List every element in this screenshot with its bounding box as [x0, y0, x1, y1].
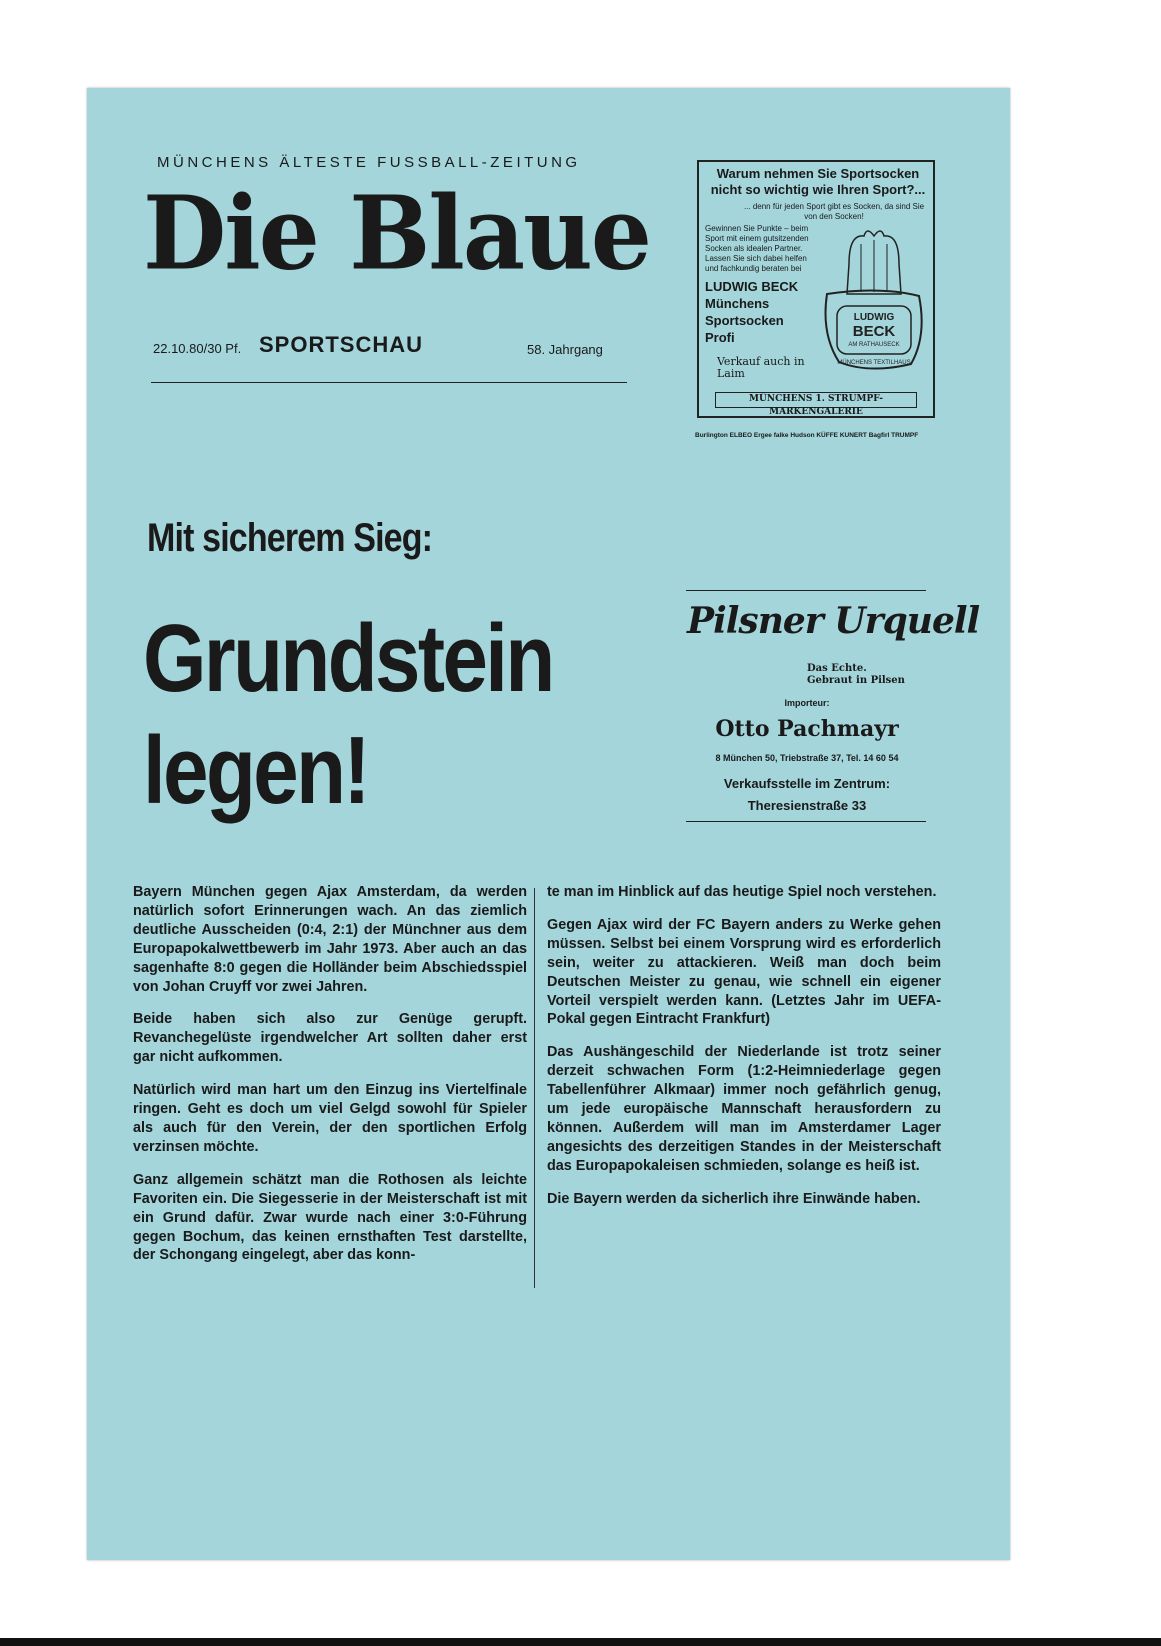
socks-ad-body: Gewinnen Sie Punkte – beim Sport mit einem gutsitzenden Socken als idealen Partner. Lassen Sie sich dabei helfen und fachkundig beraten bei — [705, 224, 809, 273]
socks-advertisement — [697, 160, 935, 418]
seal-text: MÜNCHENS TEXTILHAUS — [837, 360, 911, 366]
socks-ad-local: Verkauf auch in Laim — [717, 355, 805, 380]
seal-text: BECK — [852, 323, 896, 340]
masthead-subtitle: SPORTSCHAU — [259, 332, 424, 357]
beer-ad-importer: Otto Pachmayr — [715, 716, 899, 742]
article-paragraph: Bayern München gegen Ajax Amsterdam, da werden natürlich sofort Erinnerungen wach. An das ziemlich deutliche Ausscheiden (0:4, 2:1) der Münchner aus dem Europapokalwettbewerb im Jahr 1973. Aber auch an das sagenhafte 8:0 gegen die Holländer beim Abschiedsspiel von Johan Cruyff vor zwei Jahren. — [133, 884, 527, 995]
article-paragraph: Beide haben sich also zur Genüge gerupft. Revanchegelüste irgendwelcher Art sollten daher erst gar nicht aufkommen. — [133, 1011, 527, 1066]
article-paragraph: Natürlich wird man hart um den Einzug ins Viertelfinale ringen. Geht es doch um viel Gelgd sowohl für Spieler als auch für den Verein, der den sportlichen Erfolg verzinsen möchte. — [133, 1082, 527, 1155]
socks-ad-subline: ... denn für jeden Sport gibt es Socken, da sind Sie von den Socken! — [743, 202, 925, 221]
socks-ad-name — [705, 278, 815, 346]
issue-date-price: 22.10.80/30 Pf. — [153, 341, 242, 356]
masthead-rule — [151, 382, 627, 383]
socks-ad-name-line: LUDWIG BECK — [705, 279, 799, 294]
socks-ad-name-line: Sportsocken — [705, 313, 784, 328]
beer-ad-sales-street: Theresienstraße 33 — [747, 798, 867, 813]
article-paragraph: Ganz allgemein schätzt man die Rothosen als leichte Favoriten ein. Die Siegesserie in der Meisterschaft ist mit ein Grund dafür. Zwar wurde nach einer 3:0-Führung gegen Bochum, das keinen ernsthaften Test darstellte, der Schongang eingelegt, aber das konn- — [133, 1171, 527, 1264]
headline-line: legen! — [143, 717, 368, 824]
beer-ad-sales-label: Verkaufsstelle im Zentrum: — [723, 776, 891, 791]
socks-ad-name-line: Münchens — [705, 296, 770, 311]
socks-ad-name-line: Profi — [705, 330, 735, 345]
newspaper-page — [87, 88, 1010, 1560]
column-divider — [534, 888, 535, 1288]
beer-ad-tagline — [807, 663, 937, 687]
beer-ad-tagline-line: Das Echte. — [807, 663, 867, 674]
seal-text: AM RATHAUSECK — [848, 342, 900, 348]
article-paragraph: Gegen Ajax wird der FC Bayern anders zu Werke gehen müssen. Selbst bei einem Vorsprung wird es erforderlich sein, weiter zu attackieren. Weiß man doch beim Deutschen Meister zu genau, wie schnell ein eigener Vorteil verspielt werden kann. (Letztes Jahr im UEFA-Pokal gegen Eintracht Frankfurt) — [547, 916, 941, 1028]
seal-text: LUDWIG — [853, 312, 895, 323]
scan-bottom-edge — [0, 1638, 1161, 1646]
beer-ad-address: 8 München 50, Triebstraße 37, Tel. 14 60 54 — [715, 753, 899, 763]
main-headline — [143, 603, 553, 827]
headline-line: Grundstein — [143, 605, 553, 712]
socks-ad-footer: MÜNCHENS 1. STRUMPF-MARKENGALERIE — [715, 392, 917, 408]
beer-ad-bottom-rule — [686, 821, 926, 822]
ludwig-beck-seal-icon — [819, 224, 929, 374]
headline-kicker: Mit sicherem Sieg: — [147, 516, 433, 560]
beer-ad-top-rule — [686, 590, 926, 591]
article-column-right — [547, 883, 941, 1223]
beer-ad-tagline-line: Gebraut in Pilsen — [807, 675, 905, 686]
beer-ad-logo: Pilsner Urquell — [687, 600, 980, 642]
socks-ad-brands: Burlington ELBEO Ergee falke Hudson KÜFFE KUNERT Bagfirl TRUMPF — [695, 432, 919, 439]
article-paragraph: te man im Hinblick auf das heutige Spiel noch verstehen. — [547, 884, 937, 900]
masthead-logo: Die Blaue — [143, 174, 650, 293]
article-paragraph: Das Aushängeschild der Niederlande ist trotz seiner derzeit schwachen Form (1:2-Heimniederlage gegen Tabellenführer Alkmaar) immer noch gefährlich genug, um jede europäische Mannschaft herausfordern zu können. Außerdem will man im Amsterdamer Lager angesichts des derzeitigen Standes in der Meisterschaft das Europapokaleisen schmieden, solange es heiß ist. — [547, 1044, 941, 1174]
beer-ad-importer-label: Importeur: — [784, 698, 830, 708]
issue-volume: 58. Jahrgang — [527, 342, 603, 357]
masthead-tagline: MÜNCHENS ÄLTESTE FUSSBALL-ZEITUNG — [157, 154, 581, 171]
socks-ad-headline: Warum nehmen Sie Sportsocken nicht so wichtig wie Ihren Sport?... — [710, 166, 926, 197]
article-column-left — [133, 883, 527, 1279]
article-paragraph: Die Bayern werden da sicherlich ihre Einwände haben. — [547, 1190, 921, 1207]
